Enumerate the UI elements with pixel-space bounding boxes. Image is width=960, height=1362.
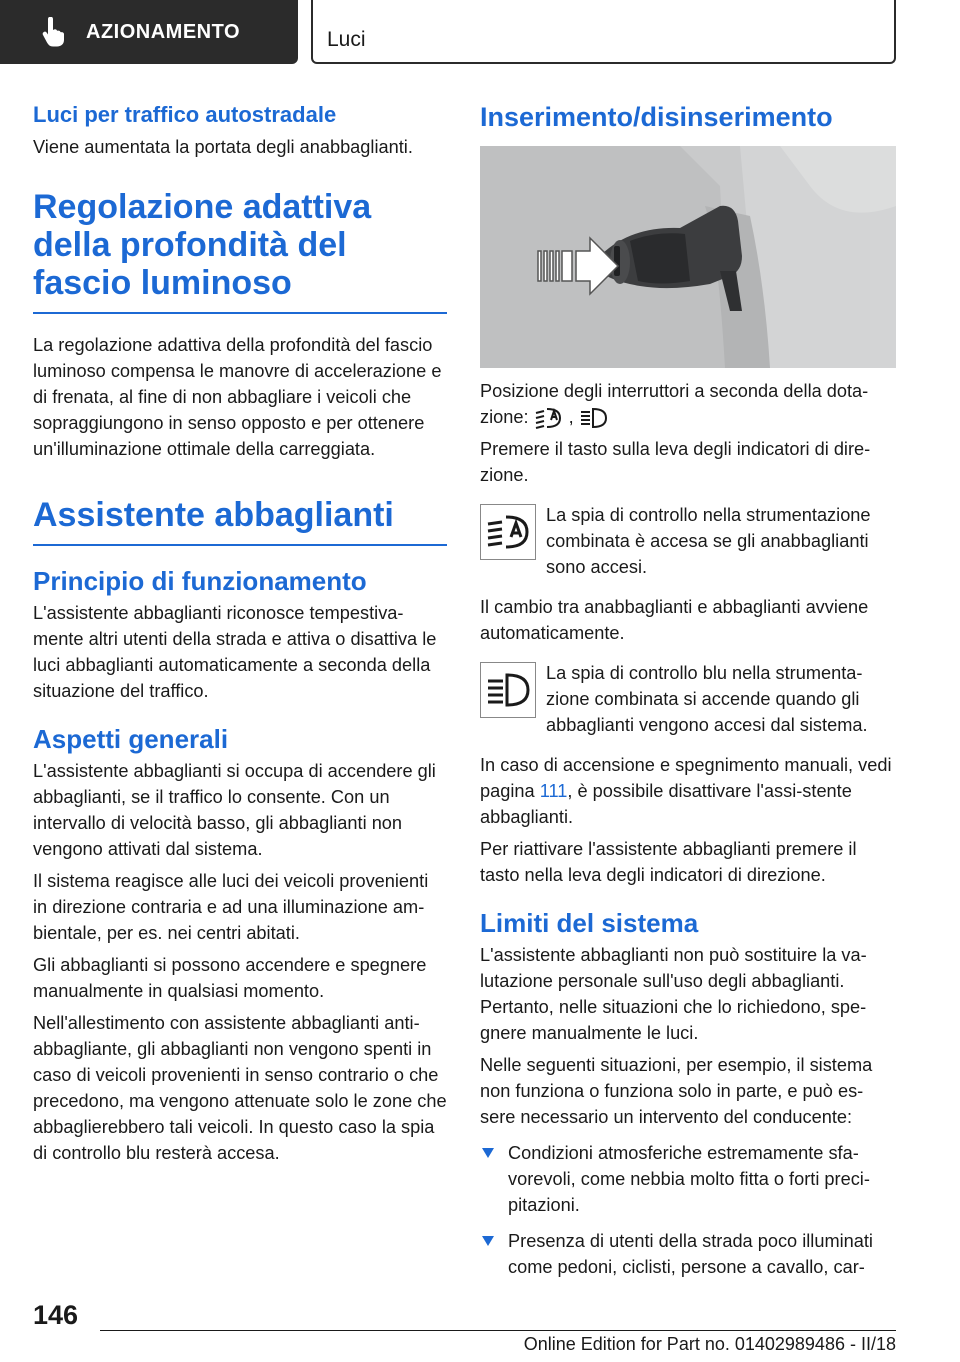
turn-signal-lever-image [480, 146, 896, 368]
heading-highway-lights: Luci per traffico autostradale [33, 102, 337, 127]
list-item-text: Presenza di utenti della strada poco illuminati come pedoni, ciclisti, persone a cavallo, car- [508, 1231, 873, 1278]
bullet-triangle-icon [482, 1236, 494, 1246]
heading-system-limits: Limiti del sistema [480, 908, 699, 939]
footer-edition: Online Edition for Part no. 01402989486 - II/18 [523, 1334, 896, 1354]
limits-list [480, 1140, 896, 1280]
page-link-111[interactable]: 111 [539, 781, 568, 802]
footer-divider [100, 1330, 896, 1331]
heading-general: Aspetti generali [33, 724, 229, 754]
high-beam-icon [579, 406, 609, 430]
text-general-4: Nell'allestimento con assistente abbaglianti anti-abbagliante, gli abbaglianti non vengono spenti in caso di veicoli provenienti in senso contrario o che precedono, ma vengono attenuate solo le zone che abbaglierebbero tali veicoli. In questo caso la spia di controllo blu resterà accesa. [33, 1013, 447, 1163]
pointing-hand-icon [40, 17, 66, 47]
chapter-title: Luci [327, 28, 366, 51]
text-switch-separator: , [568, 407, 574, 427]
section-title: AZIONAMENTO [86, 20, 241, 43]
heading-on-off: Inserimento/disinserimento [480, 102, 833, 132]
chapter-box [311, 0, 896, 64]
text-indicator-high-beam: La spia di controllo blu nella strumenta-zione combinata si accende quando gli abbaglianti vengono accesi dal sistema. [546, 663, 868, 736]
page-number: 146 [33, 1300, 79, 1330]
text-manual-post: , è possibile disattivare l'assi-stente abbaglianti. [480, 781, 852, 828]
text-principle: L'assistente abbaglianti riconosce tempestiva-mente altri utenti della strada e attiva o disattiva le luci abbaglianti automaticamente a seconda della situazione del traffico. [33, 603, 437, 701]
list-item [480, 1140, 896, 1218]
list-item-text: Condizioni atmosferiche estremamente sfa-vorevoli, come nebbia molto fitta o forti preci-pitazioni. [508, 1143, 870, 1216]
text-manual-switch [480, 752, 896, 830]
indicator-high-beam-assist [480, 504, 536, 560]
left-column [33, 100, 447, 1166]
text-highway-lights: Viene aumentata la portata degli anabbaglianti. [33, 137, 413, 157]
heading-principle: Principio di funzionamento [33, 566, 367, 596]
text-indicator-low-beam: La spia di controllo nella strumentazione combinata è accesa se gli anabbaglianti sono accesi. [546, 505, 871, 578]
text-manual-pre: In caso di accensione e spegnimento manuali, vedi pagina [480, 755, 892, 802]
high-beam-indicator-icon [485, 670, 531, 710]
text-general-2: Il sistema reagisce alle luci dei veicoli provenienti in direzione contraria e ad una illuminazione am-bientale, per es. nei centri abitati. [33, 871, 429, 943]
bullet-triangle-icon [482, 1148, 494, 1158]
list-item [480, 1228, 896, 1280]
text-general-1: L'assistente abbaglianti si occupa di accendere gli abbaglianti, se il traffico lo consente. Con un intervallo di velocità basso, gli abbaglianti non vengono attivati dal sistema. [33, 761, 436, 859]
text-press-button: Premere il tasto sulla leva degli indicatori di dire-zione. [480, 439, 871, 486]
text-adaptive-range: La regolazione adattiva della profondità del fascio luminoso compensa le manovre di accelerazione e di frenata, al fine di non abbagliare i veicoli che sopraggiungono in senso opposto e per ottenere un'illuminazione ottimale della carreggiata. [33, 335, 442, 459]
text-reactivate: Per riattivare l'assistente abbaglianti premere il tasto nella leva degli indicatori di direzione. [480, 839, 857, 886]
high-beam-assist-indicator-icon [485, 512, 531, 552]
text-automatic-change: Il cambio tra anabbaglianti e abbaglianti avviene automaticamente. [480, 597, 869, 644]
lever-illustration [480, 146, 896, 368]
heading-adaptive-range: Regolazione adattiva della profondità del fascio luminoso [33, 188, 447, 314]
right-column [480, 100, 896, 1290]
text-limits-2: Nelle seguenti situazioni, per esempio, il sistema non funziona o funziona solo in parte, e può es-sere necessario un intervento del conducente: [480, 1055, 873, 1128]
text-switch-position [480, 378, 896, 430]
indicator-low-beam-block [480, 502, 896, 580]
indicator-high-beam-block [480, 660, 896, 738]
high-beam-assist-icon [534, 406, 564, 430]
indicator-high-beam [480, 662, 536, 718]
text-general-3: Gli abbaglianti si possono accendere e spegnere manualmente in qualsiasi momento. [33, 955, 427, 1001]
text-switch-position-label: Posizione degli interruttori a seconda della dota-zione: [480, 381, 869, 427]
section-tab [0, 0, 298, 64]
text-limits-1: L'assistente abbaglianti non può sostituire la va-lutazione personale sull'uso degli abbaglianti. Pertanto, nelle situazioni che lo richiedono, spe-gnere manualmente le luci. [480, 945, 867, 1044]
heading-high-beam-assistant: Assistente abbaglianti [33, 496, 447, 546]
